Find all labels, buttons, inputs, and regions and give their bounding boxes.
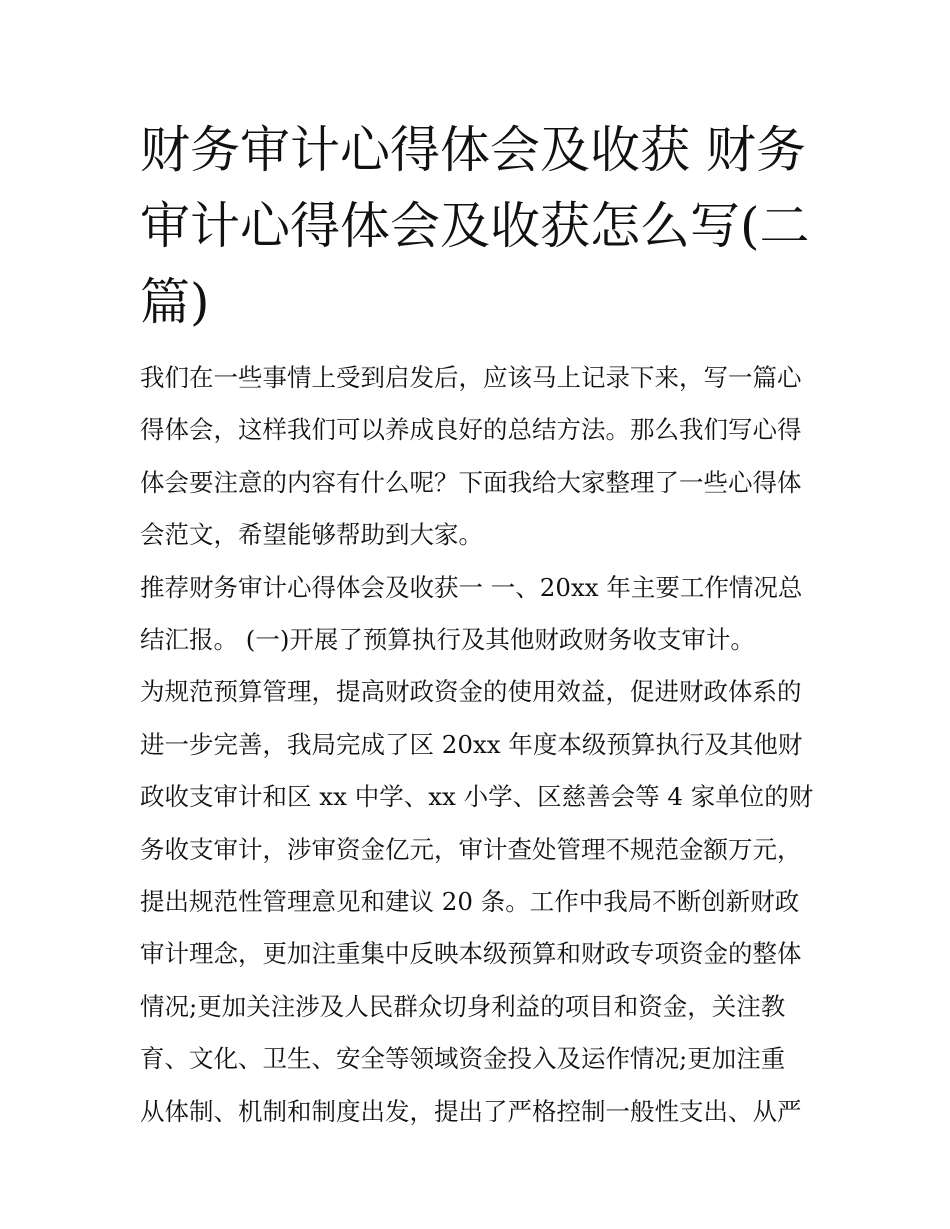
- text-line: 推荐财务审计心得体会及收获一 一、20xx 年主要工作情况总: [140, 572, 803, 602]
- paragraph-intro: [140, 352, 830, 562]
- title-line: 财务审计心得体会及收获 财务: [140, 121, 806, 179]
- text-line: 育、文化、卫生、安全等领域资金投入及运作情况;更加注重: [140, 1044, 786, 1074]
- text-line: 得体会，这样我们可以养成良好的总结方法。那么我们写心得: [140, 415, 802, 445]
- text-line: 为规范预算管理，提高财政资金的使用效益，促进财政体系的: [140, 677, 802, 707]
- text-line: 务收支审计，涉审资金亿元，审计查处管理不规范金额万元，: [140, 834, 802, 864]
- document-body: [140, 352, 830, 1138]
- text-line: 从体制、机制和制度出发，提出了严格控制一般性支出、从严: [140, 1096, 802, 1126]
- text-line: 会范文，希望能够帮助到大家。: [140, 520, 483, 550]
- text-line: 提出规范性管理意见和建议 20 条。工作中我局不断创新财政: [140, 887, 800, 917]
- text-line: 我们在一些事情上受到启发后，应该马上记录下来，写一篇心: [140, 363, 802, 392]
- text-line: 体会要注意的内容有什么呢？下面我给大家整理了一些心得体: [140, 467, 802, 497]
- paragraph-audit-work: [140, 666, 830, 1138]
- paragraph-recommend: [140, 562, 830, 667]
- text-line: 政收支审计和区 xx 中学、xx 小学、区慈善会等 4 家单位的财: [140, 782, 814, 812]
- text-line: 进一步完善，我局完成了区 20xx 年度本级预算执行及其他财: [140, 729, 803, 759]
- text-line: 审计理念，更加注重集中反映本级预算和财政专项资金的整体: [140, 939, 802, 969]
- text-line: 情况;更加关注涉及人民群众切身利益的项目和资金，关注教: [140, 991, 786, 1021]
- document-title: [140, 112, 830, 340]
- title-line: 审计心得体会及收获怎么写(二: [140, 197, 810, 255]
- title-line: 篇): [140, 273, 210, 331]
- text-line: 结汇报。 (一)开展了预算执行及其他财政财务收支审计。: [140, 625, 755, 655]
